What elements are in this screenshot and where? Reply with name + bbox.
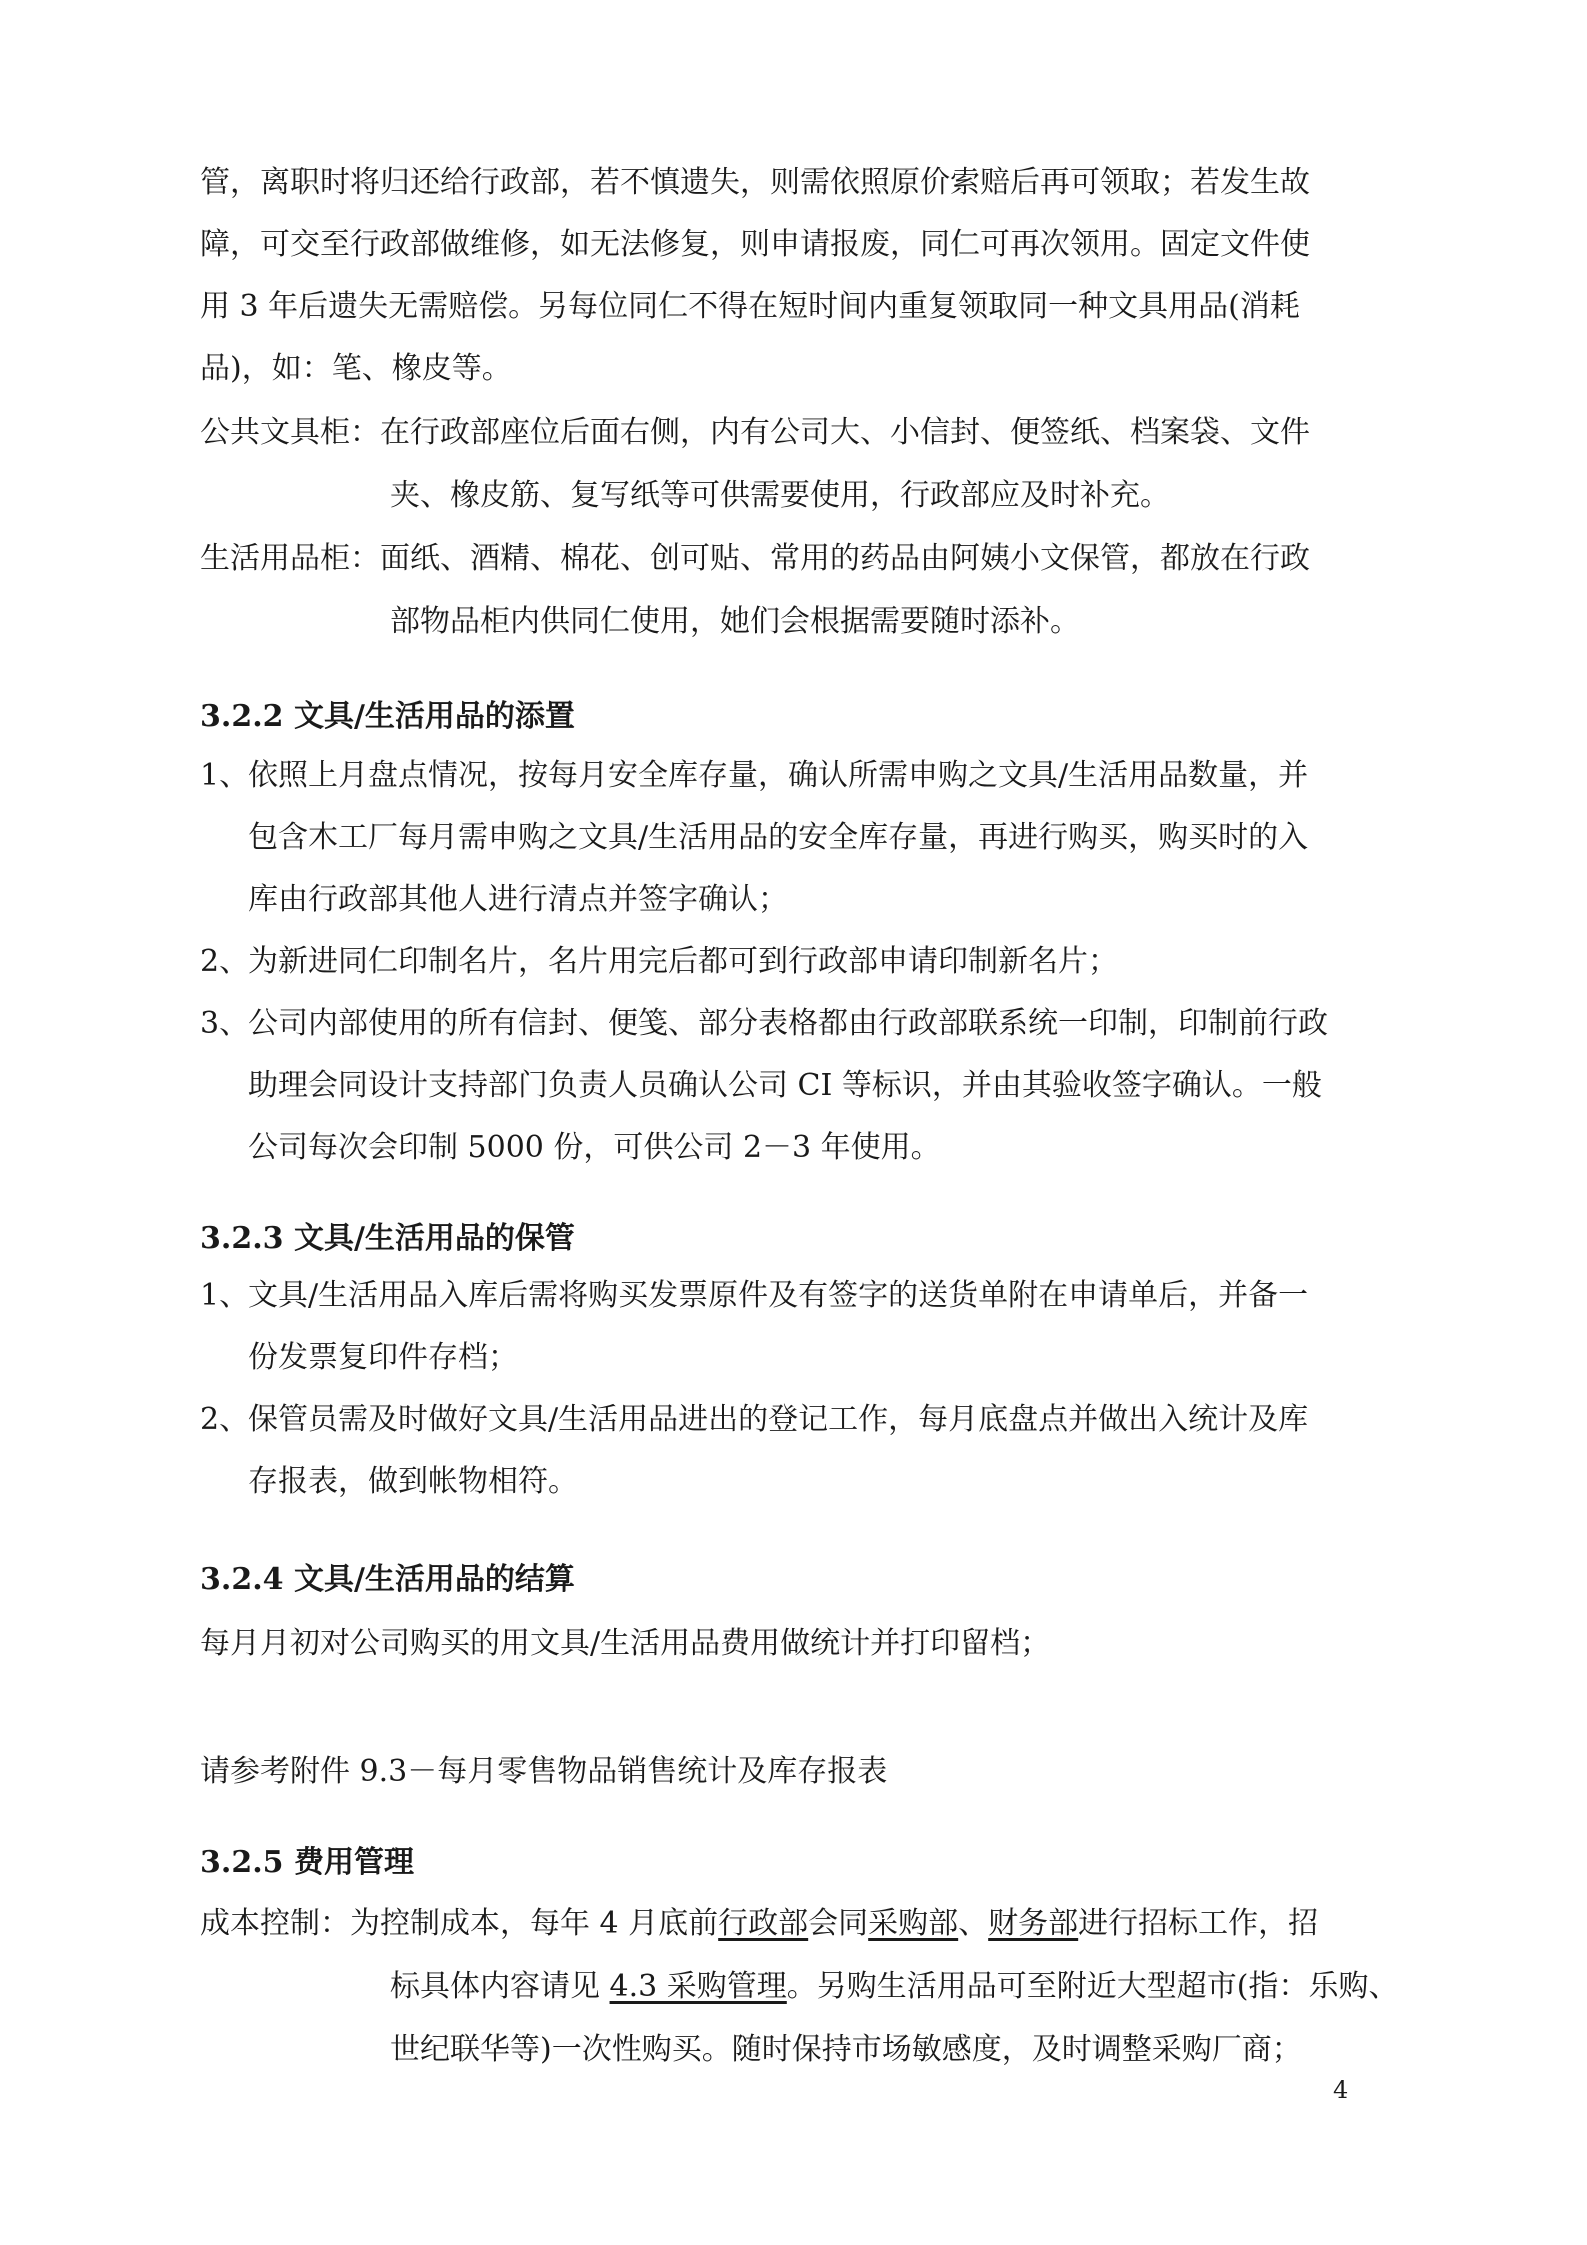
reference-note: 请参考附件 9.3－每月零售物品销售统计及库存报表 [200,1754,888,1789]
list-number: 2、 [200,944,250,979]
text: 、 [958,1906,989,1941]
page-number: 4 [1333,2076,1349,2104]
text: 会同 [808,1906,869,1941]
definition-public-cabinet [200,413,1400,453]
paragraph: 每月月初对公司购买的用文具/生活用品费用做统计并打印留档； [200,1626,1051,1661]
section-heading-322: 3.2.2 文具/生活用品的添置 [200,699,575,734]
list-text: 保管员需及时做好文具/生活用品进出的登记工作，每月底盘点并做出入统计及库 [248,1402,1309,1437]
list-number: 1、 [200,1278,250,1313]
list-text: 公司内部使用的所有信封、便笺、部分表格都由行政部联系统一印制，印制前行政 [248,1006,1328,1041]
section-heading-325: 3.2.5 费用管理 [200,1845,414,1880]
definition-continuation: 世纪联华等)一次性购买。随时保持市场敏感度，及时调整采购厂商； [390,2032,1302,2067]
list-text: 文具/生活用品入库后需将购买发票原件及有签字的送货单附在申请单后，并备一 [248,1278,1309,1313]
list-continuation: 助理会同设计支持部门负责人员确认公司 CI 等标识，并由其验收签字确认。一般 [248,1068,1322,1103]
list-number: 2、 [200,1402,250,1437]
definition-text: 面纸、酒精、棉花、创可贴、常用的药品由阿姨小文保管，都放在行政 [380,541,1310,576]
list-item [200,1400,1400,1440]
text: 进行招标工作，招 [1078,1906,1319,1941]
definition-continuation [390,1967,1587,2007]
definition-term: 生活用品柜： [200,541,380,576]
link-finance-dept[interactable]: 财务部 [988,1906,1079,1941]
list-text: 依照上月盘点情况，按每月安全库存量，确认所需申购之文具/生活用品数量，并 [248,758,1309,793]
definition-term: 成本控制： [200,1906,350,1941]
definition-continuation: 夹、橡皮筋、复写纸等可供需要使用，行政部应及时补充。 [390,478,1170,513]
link-purchasing-dept[interactable]: 采购部 [868,1906,959,1941]
list-continuation: 存报表，做到帐物相符。 [248,1464,578,1499]
link-procurement-management[interactable]: 4.3 采购管理 [609,1969,787,2004]
text: 为控制成本，每年 4 月底前 [350,1906,719,1941]
section-heading-323: 3.2.3 文具/生活用品的保管 [200,1221,575,1256]
list-number: 3、 [200,1006,250,1041]
intro-line: 用 3 年后遗失无需赔偿。另每位同仁不得在短时间内重复领取同一种文具用品(消耗 [200,289,1300,324]
definition-daily-cabinet [200,539,1400,579]
definition-cost-control [200,1904,1400,1944]
text: 。另购生活用品可至附近大型超市(指：乐购、 [786,1969,1399,2004]
list-continuation: 公司每次会印制 5000 份，可供公司 2－3 年使用。 [248,1130,941,1165]
list-continuation: 包含木工厂每月需申购之文具/生活用品的安全库存量，再进行购买，购买时的入 [248,820,1309,855]
definition-term: 公共文具柜： [200,415,380,450]
list-item [200,1276,1400,1316]
list-text: 为新进同仁印制名片，名片用完后都可到行政部申请印制新名片； [248,944,1118,979]
list-item [200,942,1400,982]
list-item [200,1004,1400,1044]
intro-line: 障，可交至行政部做维修，如无法修复，则申请报废，同仁可再次领用。固定文件使 [200,227,1310,262]
list-number: 1、 [200,758,250,793]
list-item [200,756,1400,796]
intro-line: 品)，如：笔、橡皮等。 [200,351,512,386]
definition-continuation: 部物品柜内供同仁使用，她们会根据需要随时添补。 [390,604,1080,639]
intro-line: 管，离职时将归还给行政部，若不慎遗失，则需依照原价索赔后再可领取；若发生故 [200,165,1310,200]
list-continuation: 库由行政部其他人进行清点并签字确认； [248,882,788,917]
list-continuation: 份发票复印件存档； [248,1340,518,1375]
section-heading-324: 3.2.4 文具/生活用品的结算 [200,1562,575,1597]
text: 标具体内容请见 [390,1969,610,2004]
link-admin-dept[interactable]: 行政部 [718,1906,809,1941]
definition-text: 在行政部座位后面右侧，内有公司大、小信封、便签纸、档案袋、文件 [380,415,1310,450]
